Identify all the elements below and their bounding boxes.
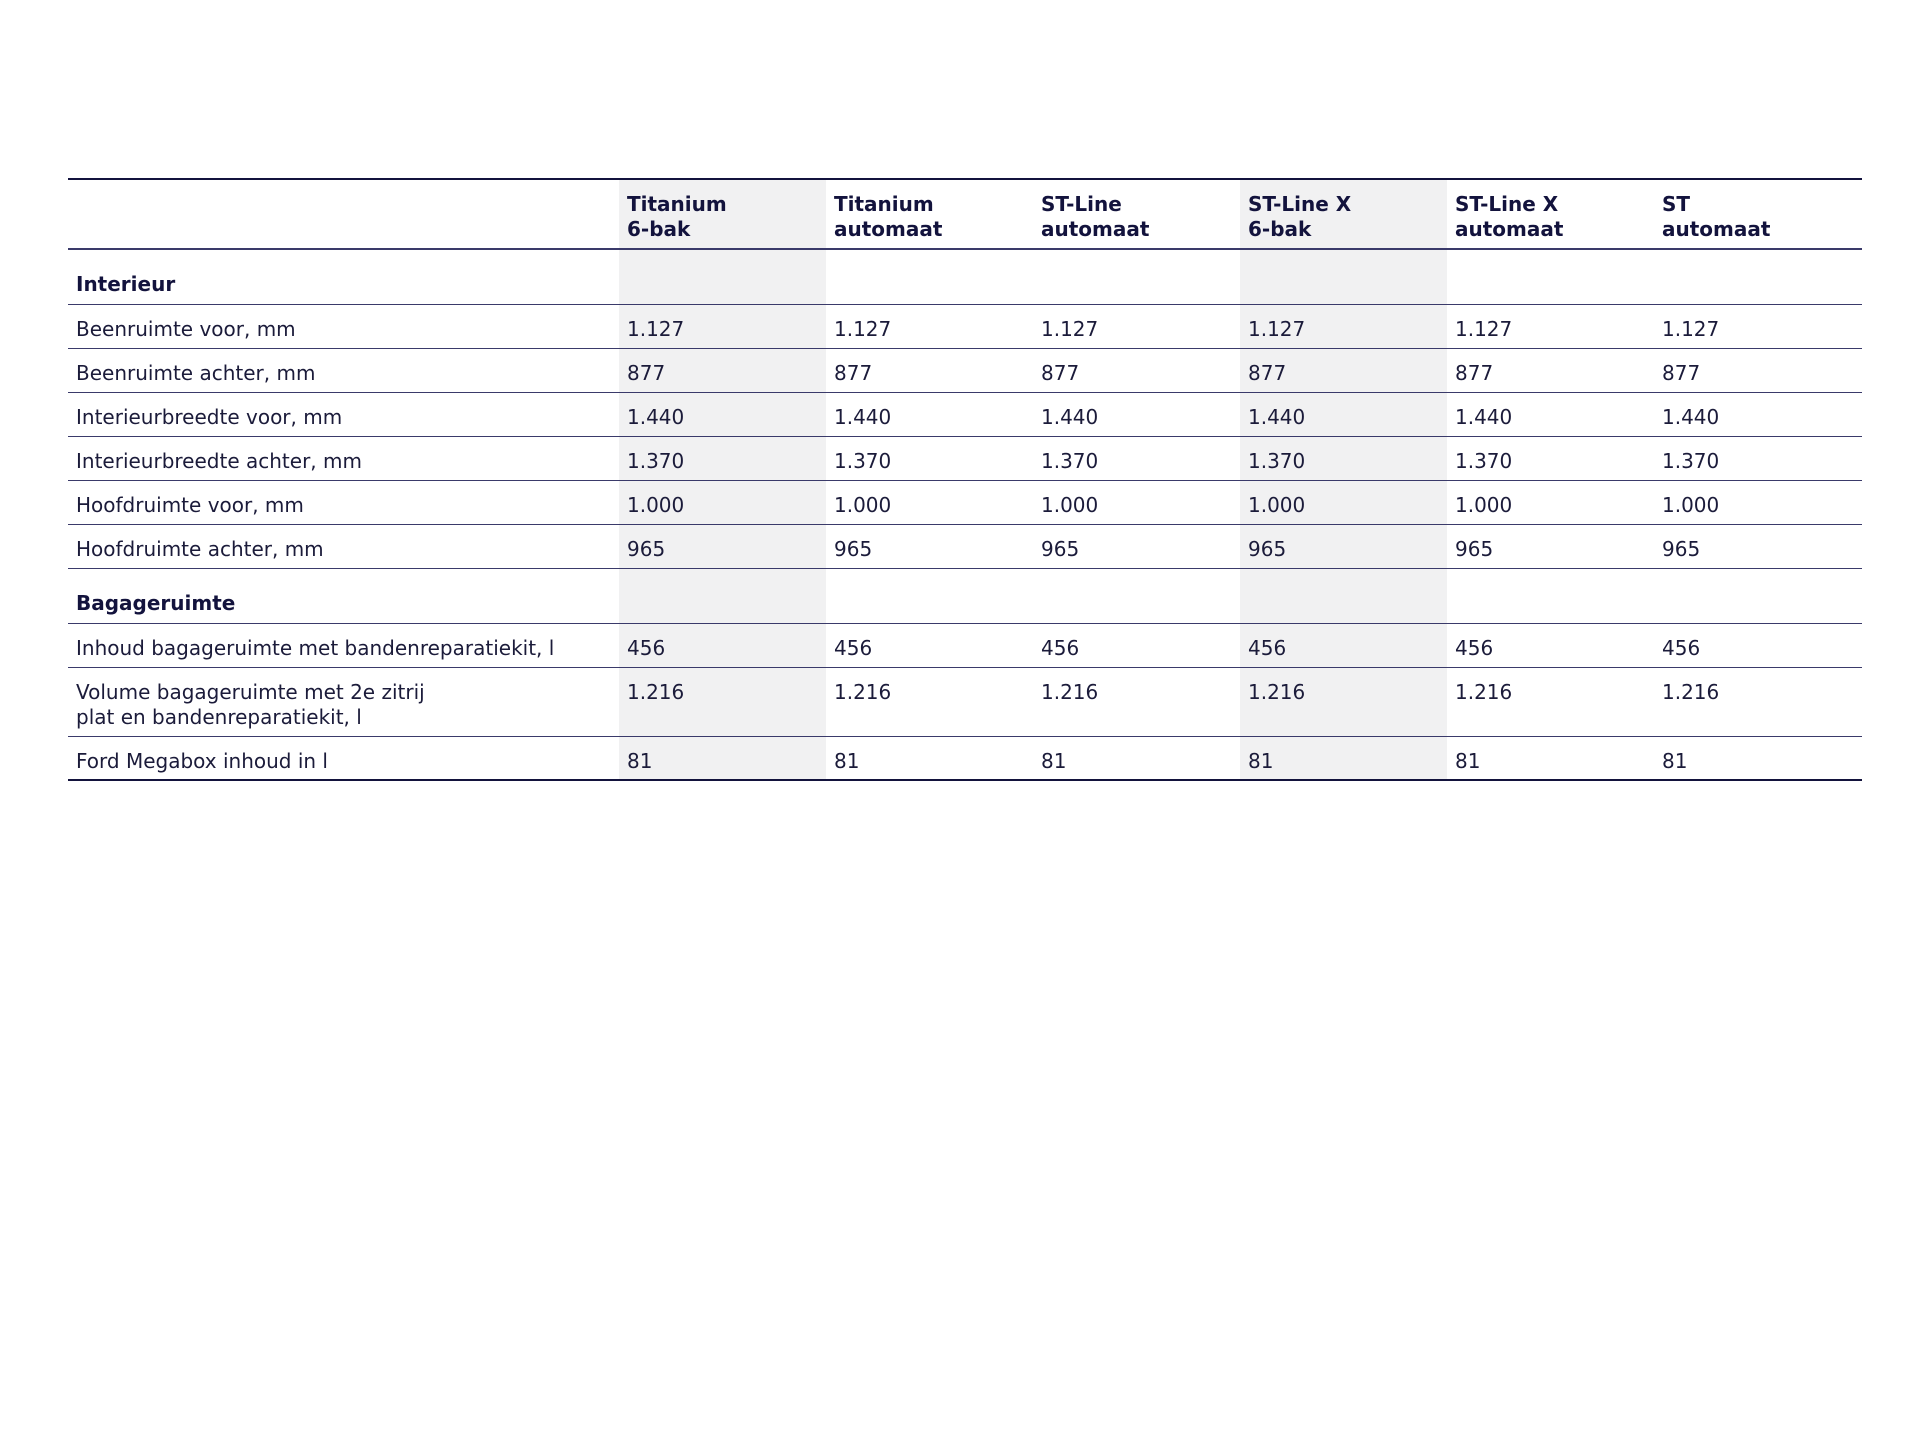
value-cell: 456	[834, 635, 873, 660]
value-cell: 1.370	[834, 448, 892, 473]
row-label: Interieurbreedte voor, mm	[76, 404, 343, 429]
value-cell: 81	[1455, 748, 1481, 773]
value-cell: 965	[1662, 536, 1701, 561]
header-row	[68, 179, 1862, 249]
value-cell: 1.440	[1248, 404, 1306, 429]
value-cell: 1.440	[627, 404, 685, 429]
value-cell: 1.370	[1455, 448, 1513, 473]
row-label: Beenruimte achter, mm	[76, 360, 316, 385]
value-cell: 1.216	[1662, 679, 1720, 704]
section-header-row	[68, 249, 1862, 304]
table-row	[68, 480, 1862, 524]
table-row	[68, 667, 1862, 736]
table-row	[68, 304, 1862, 348]
value-cell: 1.127	[1248, 316, 1306, 341]
section-header-row	[68, 568, 1862, 623]
value-cell: 877	[1041, 360, 1080, 385]
value-cell: 965	[627, 536, 666, 561]
value-cell: 456	[1248, 635, 1287, 660]
table-row	[68, 524, 1862, 568]
header-empty-cell	[68, 179, 619, 249]
row-label: Ford Megabox inhoud in l	[76, 748, 328, 773]
row-label: Volume bagageruimte met 2e zitrij plat en bandenreparatiekit, l	[76, 679, 425, 729]
value-cell: 1.127	[834, 316, 892, 341]
value-cell: 965	[834, 536, 873, 561]
row-label: Inhoud bagageruimte met bandenreparatiekit, l	[76, 635, 555, 660]
row-label: Interieurbreedte achter, mm	[76, 448, 362, 473]
column-header: ST-Line X 6-bak	[1248, 192, 1352, 241]
value-cell: 1.000	[1041, 492, 1099, 517]
value-cell: 1.000	[627, 492, 685, 517]
value-cell: 1.370	[627, 448, 685, 473]
column-header: ST-Line X automaat	[1455, 192, 1564, 241]
value-cell: 965	[1455, 536, 1494, 561]
value-cell: 965	[1041, 536, 1080, 561]
value-cell: 456	[1041, 635, 1080, 660]
value-cell: 877	[627, 360, 666, 385]
value-cell: 965	[1248, 536, 1287, 561]
row-label: Hoofdruimte achter, mm	[76, 536, 324, 561]
value-cell: 1.216	[1041, 679, 1099, 704]
value-cell: 456	[1662, 635, 1701, 660]
value-cell: 1.370	[1662, 448, 1720, 473]
value-cell: 81	[627, 748, 653, 773]
value-cell: 81	[834, 748, 860, 773]
value-cell: 1.370	[1248, 448, 1306, 473]
column-header: Titanium automaat	[834, 192, 943, 241]
value-cell: 1.216	[1248, 679, 1306, 704]
row-label: Hoofdruimte voor, mm	[76, 492, 304, 517]
row-label: Beenruimte voor, mm	[76, 316, 296, 341]
value-cell: 1.127	[627, 316, 685, 341]
value-cell: 1.216	[834, 679, 892, 704]
value-cell: 1.440	[1455, 404, 1513, 429]
value-cell: 1.440	[834, 404, 892, 429]
value-cell: 1.440	[1041, 404, 1099, 429]
value-cell: 1.127	[1662, 316, 1720, 341]
table-row	[68, 392, 1862, 436]
value-cell: 877	[1662, 360, 1701, 385]
value-cell: 877	[834, 360, 873, 385]
value-cell: 1.370	[1041, 448, 1099, 473]
value-cell: 81	[1248, 748, 1274, 773]
value-cell: 456	[627, 635, 666, 660]
value-cell: 1.440	[1662, 404, 1720, 429]
value-cell: 1.127	[1455, 316, 1513, 341]
value-cell: 456	[1455, 635, 1494, 660]
spec-table	[68, 178, 1862, 781]
table-row	[68, 736, 1862, 780]
table-row	[68, 348, 1862, 392]
section-title: Interieur	[76, 271, 176, 296]
column-header: Titanium 6-bak	[627, 192, 727, 241]
value-cell: 81	[1662, 748, 1688, 773]
value-cell: 877	[1455, 360, 1494, 385]
section-title: Bagageruimte	[76, 590, 236, 615]
table-row	[68, 623, 1862, 667]
value-cell: 1.127	[1041, 316, 1099, 341]
value-cell: 877	[1248, 360, 1287, 385]
value-cell: 1.216	[1455, 679, 1513, 704]
table-row	[68, 436, 1862, 480]
value-cell: 1.000	[1662, 492, 1720, 517]
value-cell: 81	[1041, 748, 1067, 773]
column-header: ST-Line automaat	[1041, 192, 1150, 241]
value-cell: 1.216	[627, 679, 685, 704]
value-cell: 1.000	[834, 492, 892, 517]
value-cell: 1.000	[1248, 492, 1306, 517]
value-cell: 1.000	[1455, 492, 1513, 517]
column-header: ST automaat	[1662, 192, 1771, 241]
